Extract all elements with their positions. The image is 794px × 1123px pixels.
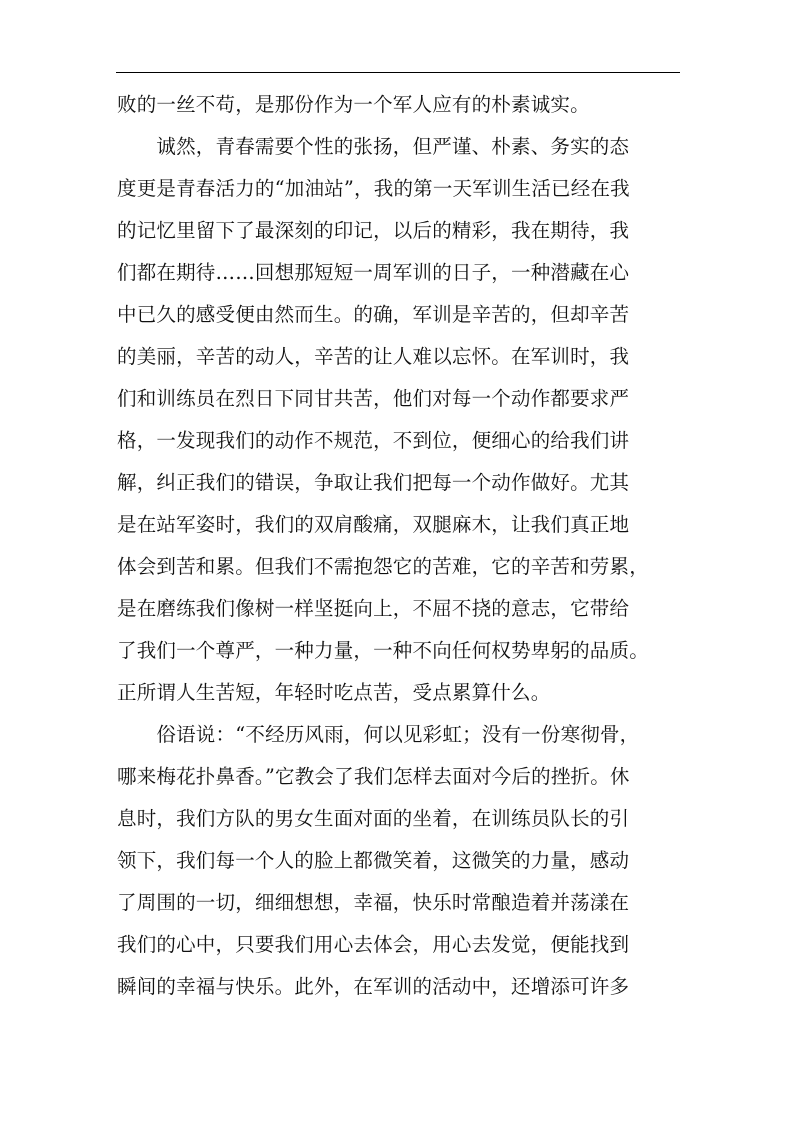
body-text [117, 84, 689, 1008]
text-line: 中已久的感受便由然而生。的确，军训是辛苦的，但却辛苦 [117, 303, 630, 326]
text-line: 们都在期待……回想那短短一周军训的日子，一种潜藏在心 [117, 261, 630, 284]
text-line: 解，纠正我们的错误，争取让我们把每一个动作做好。尤其 [117, 471, 630, 494]
text-line: 是在站军姿时，我们的双肩酸痛，双腿麻木，让我们真正地 [117, 513, 630, 536]
text-line: 是在磨练我们像树一样坚挺向上，不屈不挠的意志，它带给 [117, 597, 630, 620]
text-line: 哪来梅花扑鼻香。”它教会了我们怎样去面对今后的挫折。休 [117, 765, 630, 788]
text-line: 败的一丝不苟，是那份作为一个军人应有的朴素诚实。 [117, 93, 590, 116]
text-line: 俗语说：“不经历风雨，何以见彩虹；没有一份寒彻骨， [117, 723, 640, 746]
header-rule [116, 72, 680, 73]
text-line: 息时，我们方队的男女生面对面的坐着，在训练员队长的引 [117, 807, 630, 830]
text-line: 正所谓人生苦短，年轻时吃点苦，受点累算什么。 [117, 681, 551, 704]
text-line: 格，一发现我们的动作不规范，不到位，便细心的给我们讲 [117, 429, 630, 452]
text-line: 我们的心中，只要我们用心去体会，用心去发觉，便能找到 [117, 933, 630, 956]
text-line: 瞬间的幸福与快乐。此外，在军训的活动中，还增添可许多 [117, 975, 630, 998]
text-line: 诚然，青春需要个性的张扬，但严谨、朴素、务实的态 [117, 135, 630, 158]
text-line: 了周围的一切，细细想想，幸福，快乐时常酿造着并荡漾在 [117, 891, 630, 914]
text-line: 们和训练员在烈日下同甘共苦，他们对每一个动作都要求严 [117, 387, 630, 410]
text-line: 的记忆里留下了最深刻的印记，以后的精彩，我在期待，我 [117, 219, 630, 242]
text-line: 领下，我们每一个人的脸上都微笑着，这微笑的力量，感动 [117, 849, 630, 872]
text-line: 的美丽，辛苦的动人，辛苦的让人难以忘怀。在军训时，我 [117, 345, 630, 368]
text-line: 度更是青春活力的“加油站”，我的第一天军训生活已经在我 [117, 177, 630, 200]
text-line: 了我们一个尊严，一种力量，一种不向任何权势卑躬的品质。 [117, 639, 649, 662]
text-line: 体会到苦和累。但我们不需抱怨它的苦难，它的辛苦和劳累， [117, 555, 649, 578]
